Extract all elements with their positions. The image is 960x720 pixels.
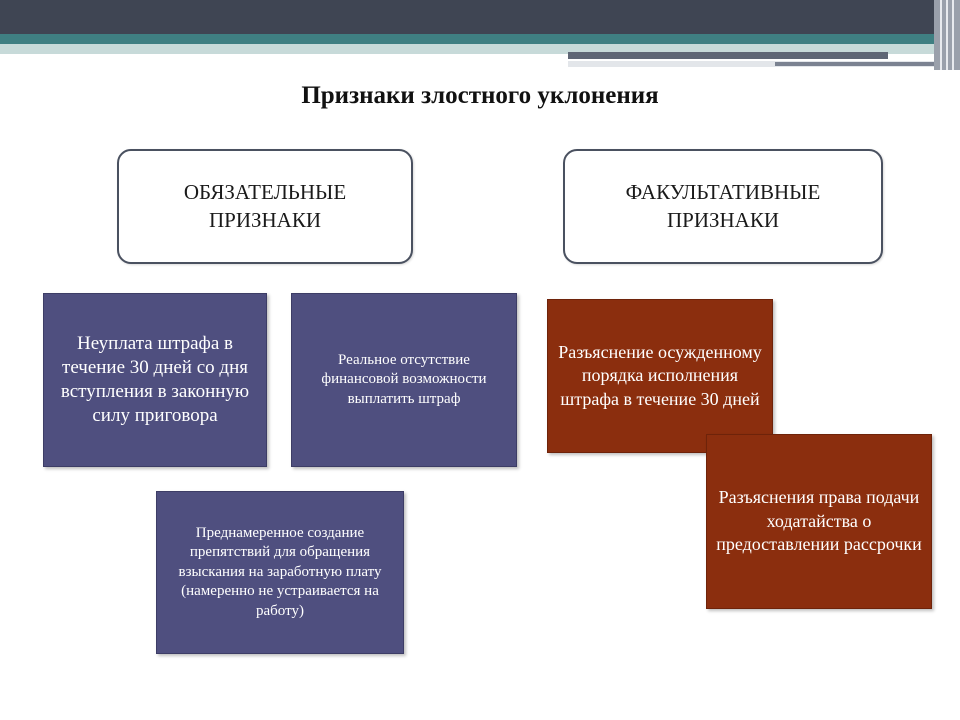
optional-item-explanation-order: Разъяснение осужденному порядка исполнения штрафа в течение 30 дней: [547, 299, 773, 453]
header-accent-band: [0, 34, 940, 44]
category-mandatory: [117, 149, 413, 264]
header-stripe: [568, 52, 888, 59]
mandatory-item-no-financial-means: Реальное отсутствие финансовой возможности выплатить штраф: [291, 293, 517, 467]
slide-title: Признаки злостного уклонения: [301, 82, 659, 109]
mandatory-item-unpaid-fine: Неуплата штрафа в течение 30 дней со дня вступления в законную силу приговора: [43, 293, 267, 467]
category-optional-label: ФАКУЛЬТАТИВНЫЕ ПРИЗНАКИ: [625, 180, 821, 232]
category-mandatory-label: ОБЯЗАТЕЛЬНЫЕ ПРИЗНАКИ: [183, 180, 347, 232]
header-stripe-dark: [775, 62, 940, 66]
category-optional: [563, 149, 883, 264]
optional-item-installment-right: Разъяснения права подачи ходатайства о предоставлении рассрочки: [706, 434, 932, 609]
header-corner-decoration: [934, 0, 960, 70]
header-bar: [0, 0, 960, 34]
mandatory-item-obstruction: Преднамеренное создание препятствий для обращения взыскания на заработную плату (намеренно не устраивается на работу): [156, 491, 404, 654]
